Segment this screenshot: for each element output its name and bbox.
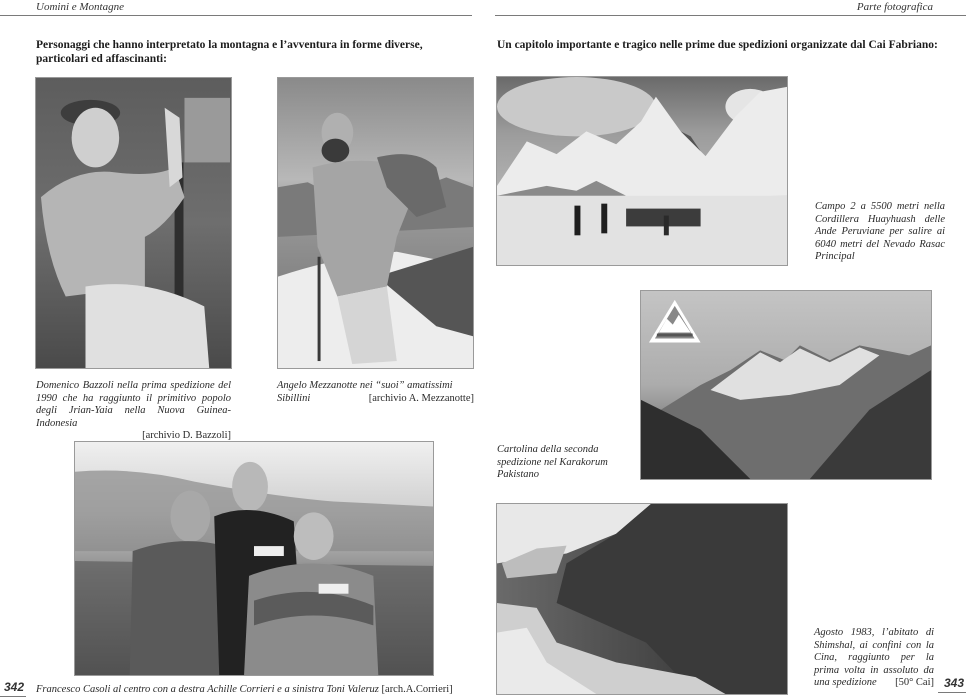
caption-karakorum-postcard: Cartolina della seconda spedizione nel Karakorum Pakistano [497,444,608,480]
caption-text: Angelo Mezzanotte nei “suoi” amatissimi Sibillini [277,380,453,404]
photo-credit: [archivio D. Bazzoli] [142,430,231,441]
caption-text: Domenico Bazzoli nella prima spedizione del 1990 che ha raggiunto il primitivo popolo degli Jrian-Yaia nella Nuova Guinea- Indonesia [36,380,231,429]
photo-campo-2-huayhuash [496,76,788,266]
right-header-rule [495,15,966,16]
photo-domenico-bazzoli [35,77,232,369]
caption-campo-2-huayhuash: Campo 2 a 5500 metri nella Cordillera Huayhuash delle Ande Peruviane per salire ai 6040 metri del Nevado Rasac Principal [815,201,945,262]
left-header-rule [0,15,472,16]
photo-credit: [archivio A. Mezzanotte] [368,392,474,404]
photo-credit: [arch.A.Corrieri] [381,684,453,695]
photo-credit: [50° Cai] [895,677,934,688]
caption-domenico-bazzoli [36,380,231,443]
caption-shimshal-valley [814,627,934,690]
photo-francesco-casoli-group [74,441,434,676]
left-intro-text: Personaggi che hanno interpretato la montagna e l’avventura in forme diverse, particolari ed affascinanti: [36,39,423,65]
left-page-number-rule [0,696,26,697]
caption-angelo-mezzanotte [277,380,474,405]
right-running-head: Parte fotografica [856,1,933,13]
left-page-number: 342 [4,680,25,694]
photo-angelo-mezzanotte [277,77,474,369]
caption-text: Agosto 1983, l’abitato di Shimshal, ai confini con la Cina, raggiunto per la prima volta in assoluto da una spedizione [814,627,934,688]
caption-francesco-casoli-group [36,684,476,697]
photo-shimshal-valley [496,503,788,695]
right-page-number-rule [938,692,966,693]
photo-karakorum-postcard [640,290,932,480]
right-page-number: 343 [944,676,965,690]
right-intro-text: Un capitolo importante e tragico nelle prime due spedizioni organizzate dal Cai Fabriano: [497,39,938,51]
left-running-head: Uomini e Montagne [36,1,124,13]
caption-text: Francesco Casoli al centro con a destra Achille Corrieri e a sinistra Toni Valeruz [36,684,379,695]
